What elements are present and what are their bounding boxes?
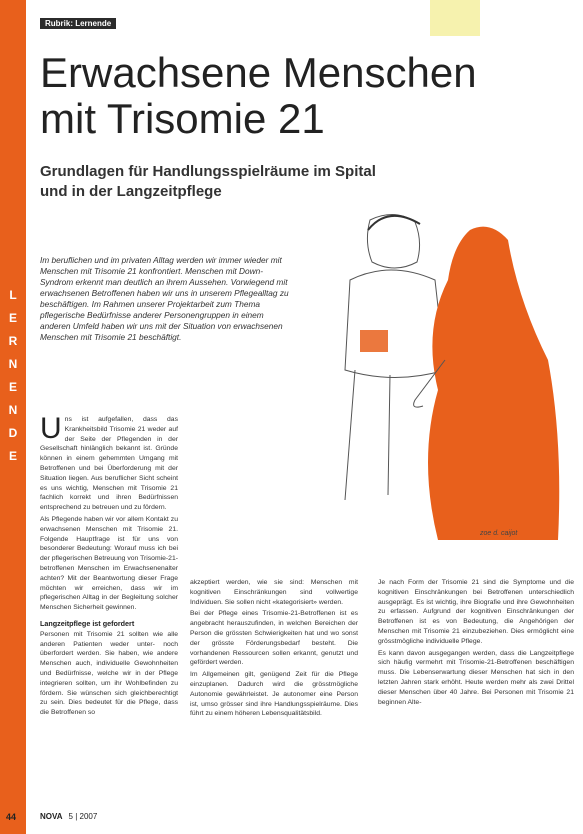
body-column-3 [378,578,574,709]
paragraph: Je nach Form der Trisomie 21 sind die Symptome und die kognitiven Einschränkungen bei Betroffenen unterschiedlich ausgeprägt. Es ist wichtig, ihre Biografie und ihre Gewohnheiten zu erfassen. Aufgrund der kognitiven Einschränkungen der Betroffenen ist es von Bedeutung, die Angehörigen der Menschen mit Trisomie 21 einzubeziehen. Dies ermöglicht eine grösstmögliche individuelle Pflege. [378,579,574,645]
paragraph: akzeptiert werden, wie sie sind: Menschen mit kognitiven Einschränkungen sind vollwertige Individuen. Sie sollen nicht «kategorisiert» werden. [190,579,358,606]
rubric-label: Rubrik: Lernende [40,18,116,29]
article-subtitle [40,162,520,202]
paragraph: Es kann davon ausgegangen werden, dass die Langzeitpflege sich häufig vermehrt mit Trisomie-21-Betroffenen beschäftigen muss. Die Lebenserwartung dieser Menschen hat sich in den letzten Jahren stark erhöht. Heute werden mehr als zwei Drittel dieser Menschen über 40 Jahre. Bei Personen mit Trisomie 21 beginnen Alte- [378,649,574,706]
sticky-note [430,0,480,36]
vertical-letter: N [8,403,18,417]
paragraph: Im Allgemeinen gilt, genügend Zeit für die Pflege einzuplanen. Dadurch wird die grösstmögliche Autonomie gewährleistet. Je autonomer eine Person ist, umso grösser sind ihre Handlungsspielräume. Dies führt zu einem höheren Lebensqualitätsbild. [190,671,358,718]
standing-figure [428,227,559,540]
person-legs [345,370,440,510]
magazine-name: NOVA [40,812,63,821]
title-line: mit Trisomie 21 [40,95,325,142]
illustration [300,200,570,570]
held-object [360,330,388,352]
paragraph: Als Pflegende haben wir vor allem Kontakt zu erwachsenen Menschen mit Trisomie 21. Folgende Hauptfrage ist für uns von besonderer Bedeutung: Worauf muss ich bei der pflegerischen Betreuung von Trisomie-21-betroffenen Menschen im Erwachsenenalter achten? Mit der Beantwortung dieser Frage möchten wir erreichen, dass wir im pflegerischen Alltag in der Begleitung solcher Menschen Sicherheit gewinnen. [40,515,178,612]
section-heading: Langzeitpflege ist gefordert [40,618,135,628]
issue-number: 5 | 2007 [68,812,98,821]
article-title [40,50,580,142]
drop-cap: U [40,412,62,445]
paragraph: Personen mit Trisomie 21 sollten wie alle anderen Patienten weder unter- noch überfordert werden. Sie haben, wie andere Menschen auch, individuelle Gewohnheiten und Bedürfnisse, welche wir in der Pflege integrieren sollten, um ihr Wohlbefinden zu fördern. Sie wünschen sich gleichberechtigt zu sein. Dies bedeutet für die Pflege, dass die Betroffenen so [40,630,178,717]
vertical-letter: D [8,426,18,440]
title-line: Erwachsene Menschen [40,49,477,96]
footer [40,812,97,821]
person-body [345,270,445,378]
paragraph-text: ns ist aufgefallen, dass das Krankheitsbild Trisomie 21 weder auf der Seite der Pflegenden in der Gesellschaft hinlänglich bekannt ist. Gründe können in einem gehemmten Umgang mit Betroffenen und bei Überforderung mit der Situation liegen. Aus beruflicher Sicht scheint es uns wichtig, Menschen mit Trisomie 21 fachlich korrekt und ihren Bedürfnissen entsprechend zu betreuen und zu fördern. [40,416,178,512]
page-number: 44 [6,812,17,822]
vertical-letter: R [8,334,18,348]
vertical-letter: E [8,380,17,394]
paragraph [40,412,178,513]
paragraph: Bei der Pflege eines Trisomie-21-Betroffenen ist es angebracht herauszufinden, in welchen Bereichen der Person die grössten Schwierigkeiten hat und wo sonst der grösste Förderungsbedarf besteht. Die vorhandenen Ressourcen sollen erkannt, genutzt und gefördert werden. [190,610,358,667]
vertical-letter: L [9,288,17,302]
subtitle-line: Grundlagen für Handlungsspielräume im Spital [40,163,376,180]
body-column-1 [40,412,178,720]
artist-signature: zoe d. caijot [480,530,518,537]
vertical-letter: E [8,311,17,325]
lead-paragraph: Im beruflichen und im privaten Alltag werden wir immer wieder mit Menschen mit Trisomie 21 konfrontiert. Menschen mit Down-Syndrom erkennt man deutlich an ihrem Aussehen. Vorwiegend mit erwachsenen Betroffenen haben wir uns in unserem Pflegealltag zu beschäftigen. Im Rahmen unserer Projektarbeit zum Thema pflegerische Bedürfnisse anderer Personengruppen in einem anderen Umfeld haben wir uns mit der Situation von erwachsenen Menschen mit Trisomie 21 beschäftigt. [40,255,289,342]
vertical-letter: N [8,357,18,371]
vertical-letter: E [8,449,17,463]
vertical-section-label [0,288,26,472]
body-column-2 [190,578,358,721]
subtitle-line: und in der Langzeitpflege [40,183,222,200]
